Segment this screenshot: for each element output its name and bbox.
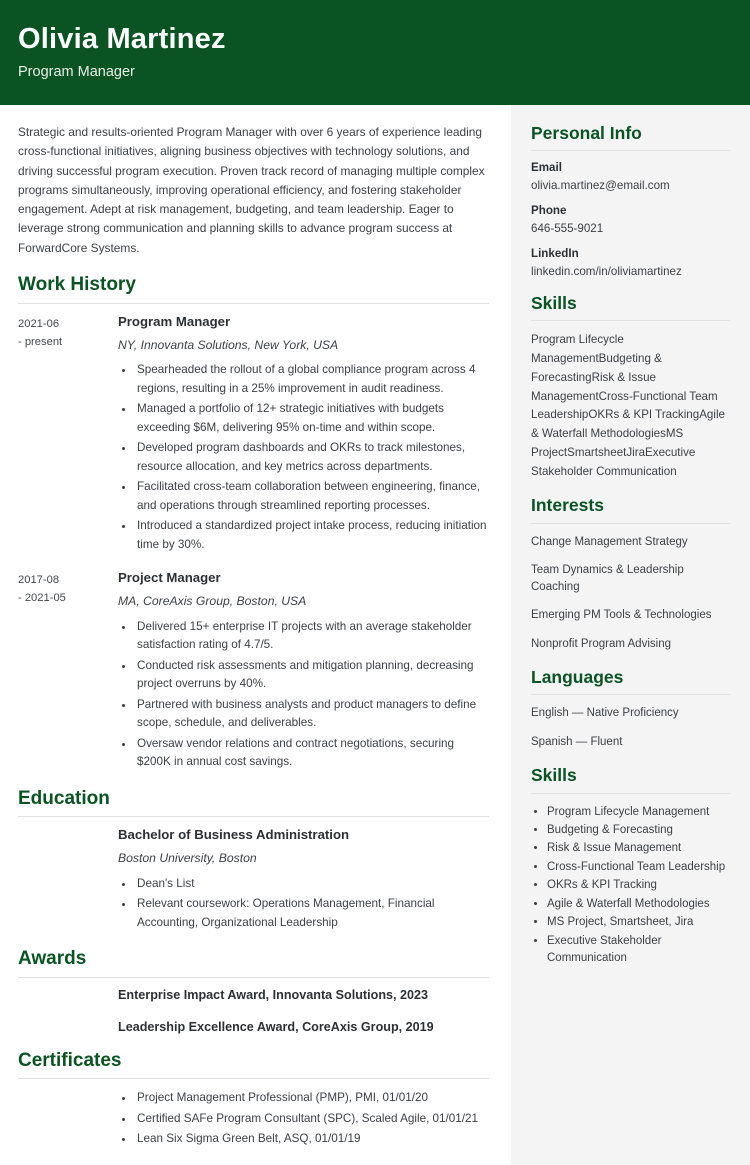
work-entry xyxy=(18,314,489,556)
list-item: English — Native Proficiency xyxy=(531,706,679,719)
certificates-entry xyxy=(18,1089,489,1150)
section-heading-education: Education xyxy=(18,787,110,809)
resume-header xyxy=(0,0,750,105)
work-entry-role: Program Manager xyxy=(118,313,231,329)
list-item: • Managed a portfolio of 12+ strategic initiatives with budgets exceeding $6M, delivering 95% on-time and within scope. xyxy=(135,400,489,437)
section-heading-skills: Skills xyxy=(531,293,577,314)
work-entry xyxy=(18,570,489,773)
sidebar-section-personal-info xyxy=(531,123,730,279)
work-entry-date-from: 2021-06 xyxy=(18,317,60,330)
personal-info-value[interactable]: linkedin.com/in/oliviamartinez xyxy=(531,264,682,278)
list-item: • Program Lifecycle Management xyxy=(547,804,730,821)
work-entry-date-to: - present xyxy=(18,335,63,348)
personal-info-label: Email xyxy=(531,161,562,175)
list-item: • Risk & Issue Management xyxy=(547,840,730,857)
list-item: • Lean Six Sigma Green Belt, ASQ, 01/01/19 xyxy=(135,1130,489,1148)
section-divider xyxy=(531,320,730,321)
list-item: • Developed program dashboards and OKRs to track milestones, resource allocation, and key metrics across departments. xyxy=(135,439,489,476)
work-entry-body xyxy=(104,314,489,556)
certificates-entry-body xyxy=(104,1089,489,1150)
work-entry-role: Project Manager xyxy=(118,570,221,586)
section-divider xyxy=(531,694,730,695)
work-entry-body xyxy=(104,570,489,773)
professional-summary: Strategic and results-oriented Program Manager with over 6 years of experience leading cross-functional initiatives, aligning business objectives with technology solutions, and driving successful program execution. Proven track record of managing multiple complex programs simultaneously, improving operational efficiency, and fostering stakeholder engagement. Adept at risk management, budgeting, and team leadership. Eager to leverage strong communication and planning skills to advance program success at ForwardCore Systems. xyxy=(18,125,485,255)
list-item: Emerging PM Tools & Technologies xyxy=(531,609,712,622)
list-item: Team Dynamics & Leadership Coaching xyxy=(531,563,684,594)
list-item: • Partnered with business analysts and product managers to define scope, schedule, and deliverables. xyxy=(135,696,489,733)
section-heading-interests: Interests xyxy=(531,495,604,516)
section-divider xyxy=(18,303,489,304)
personal-info-linkedin xyxy=(531,247,730,279)
work-entry-organization: MA, CoreAxis Group, Boston, USA xyxy=(118,593,307,608)
list-item: • Executive Stakeholder Communication xyxy=(547,933,730,968)
section-divider xyxy=(18,977,489,978)
section-heading-work-history: Work History xyxy=(18,273,136,295)
section-awards xyxy=(18,948,489,1035)
candidate-job-title: Program Manager xyxy=(18,63,135,80)
work-entry-date-from: 2017-08 xyxy=(18,574,60,587)
list-item: Spanish — Fluent xyxy=(531,736,623,749)
work-entry-dates xyxy=(18,314,104,556)
work-entry-bullets xyxy=(118,618,489,772)
work-entry-bullets xyxy=(118,361,489,554)
list-item: • Cross-Functional Team Leadership xyxy=(547,859,730,876)
list-item: • Dean's List xyxy=(135,875,489,893)
personal-info-value[interactable]: 646-555-9021 xyxy=(531,222,604,235)
award-item: Leadership Excellence Award, CoreAxis Group, 2019 xyxy=(118,1019,434,1034)
candidate-name: Olivia Martinez xyxy=(18,23,226,55)
list-item: • Agile & Waterfall Methodologies xyxy=(547,896,730,913)
section-divider xyxy=(18,816,489,817)
certificates-entry-spacer xyxy=(18,1089,104,1150)
education-school: Boston University, Boston xyxy=(118,851,257,866)
sidebar-section-interests xyxy=(531,495,730,652)
section-heading-awards: Awards xyxy=(18,948,87,970)
list-item: Nonprofit Program Advising xyxy=(531,637,671,650)
section-work-history xyxy=(18,274,489,774)
skills-paragraph: Program Lifecycle ManagementBudgeting & ForecastingRisk & Issue ManagementCross-Functional Team LeadershipOKRs & KPI TrackingAgile & Waterfall MethodologiesMS ProjectSmartsheetJiraExecutive Stakeholder Communication xyxy=(531,333,725,478)
section-heading-personal-info: Personal Info xyxy=(531,123,642,143)
list-item: • MS Project, Smartsheet, Jira xyxy=(547,914,730,931)
list-item: • OKRs & KPI Tracking xyxy=(547,877,730,894)
education-degree: Bachelor of Business Administration xyxy=(118,827,350,843)
section-divider xyxy=(531,150,730,151)
certificates-bullets xyxy=(118,1089,489,1148)
section-certificates xyxy=(18,1050,489,1151)
education-entry-dates xyxy=(18,827,104,934)
list-item: • Conducted risk assessments and mitigation planning, decreasing project overruns by 40%. xyxy=(135,657,489,694)
education-entry xyxy=(18,827,489,934)
personal-info-email xyxy=(531,161,730,193)
awards-entry-body xyxy=(104,988,489,1035)
list-item: • Budgeting & Forecasting xyxy=(547,822,730,839)
work-entry-dates xyxy=(18,570,104,773)
sidebar-section-languages xyxy=(531,667,730,752)
section-heading-certificates: Certificates xyxy=(18,1049,122,1071)
section-heading-skills-list: Skills xyxy=(531,765,577,786)
list-item: • Introduced a standardized project intake process, reducing initiation time by 30%. xyxy=(135,517,489,554)
section-education xyxy=(18,788,489,935)
section-divider xyxy=(531,523,730,524)
awards-entry-spacer xyxy=(18,988,104,1035)
list-item: • Delivered 15+ enterprise IT projects with an average stakeholder satisfaction rating of 4.7/5. xyxy=(135,618,489,655)
education-bullets xyxy=(118,875,489,932)
resume-body xyxy=(0,105,750,1165)
list-item: • Project Management Professional (PMP), PMI, 01/01/20 xyxy=(135,1089,489,1107)
personal-info-value[interactable]: olivia.martinez@email.com xyxy=(531,179,670,193)
personal-info-label: Phone xyxy=(531,204,567,218)
award-item: Enterprise Impact Award, Innovanta Solutions, 2023 xyxy=(118,988,429,1003)
sidebar-section-skills-list xyxy=(531,765,730,967)
list-item: • Facilitated cross-team collaboration between engineering, finance, and operations through streamlined reporting processes. xyxy=(135,478,489,515)
work-entry-date-to: - 2021-05 xyxy=(18,592,66,605)
section-divider xyxy=(18,1078,489,1079)
skills-bullet-list xyxy=(531,804,730,968)
sidebar-column xyxy=(511,105,750,1165)
sidebar-section-skills-paragraph xyxy=(531,293,730,481)
main-column xyxy=(0,105,511,1165)
personal-info-phone xyxy=(531,204,730,236)
personal-info-label: LinkedIn xyxy=(531,247,579,261)
awards-entry xyxy=(18,988,489,1035)
section-divider xyxy=(531,793,730,794)
work-entry-organization: NY, Innovanta Solutions, New York, USA xyxy=(118,337,339,352)
section-heading-languages: Languages xyxy=(531,666,624,687)
list-item: • Relevant coursework: Operations Management, Financial Accounting, Organizational Leadership xyxy=(135,895,489,932)
list-item: • Spearheaded the rollout of a global compliance program across 4 regions, resulting in a 25% improvement in audit readiness. xyxy=(135,361,489,398)
education-entry-body xyxy=(104,827,489,934)
list-item: • Certified SAFe Program Consultant (SPC), Scaled Agile, 01/01/21 xyxy=(135,1110,489,1128)
list-item: Change Management Strategy xyxy=(531,535,688,548)
list-item: • Oversaw vendor relations and contract negotiations, securing $200K in annual cost savings. xyxy=(135,735,489,772)
